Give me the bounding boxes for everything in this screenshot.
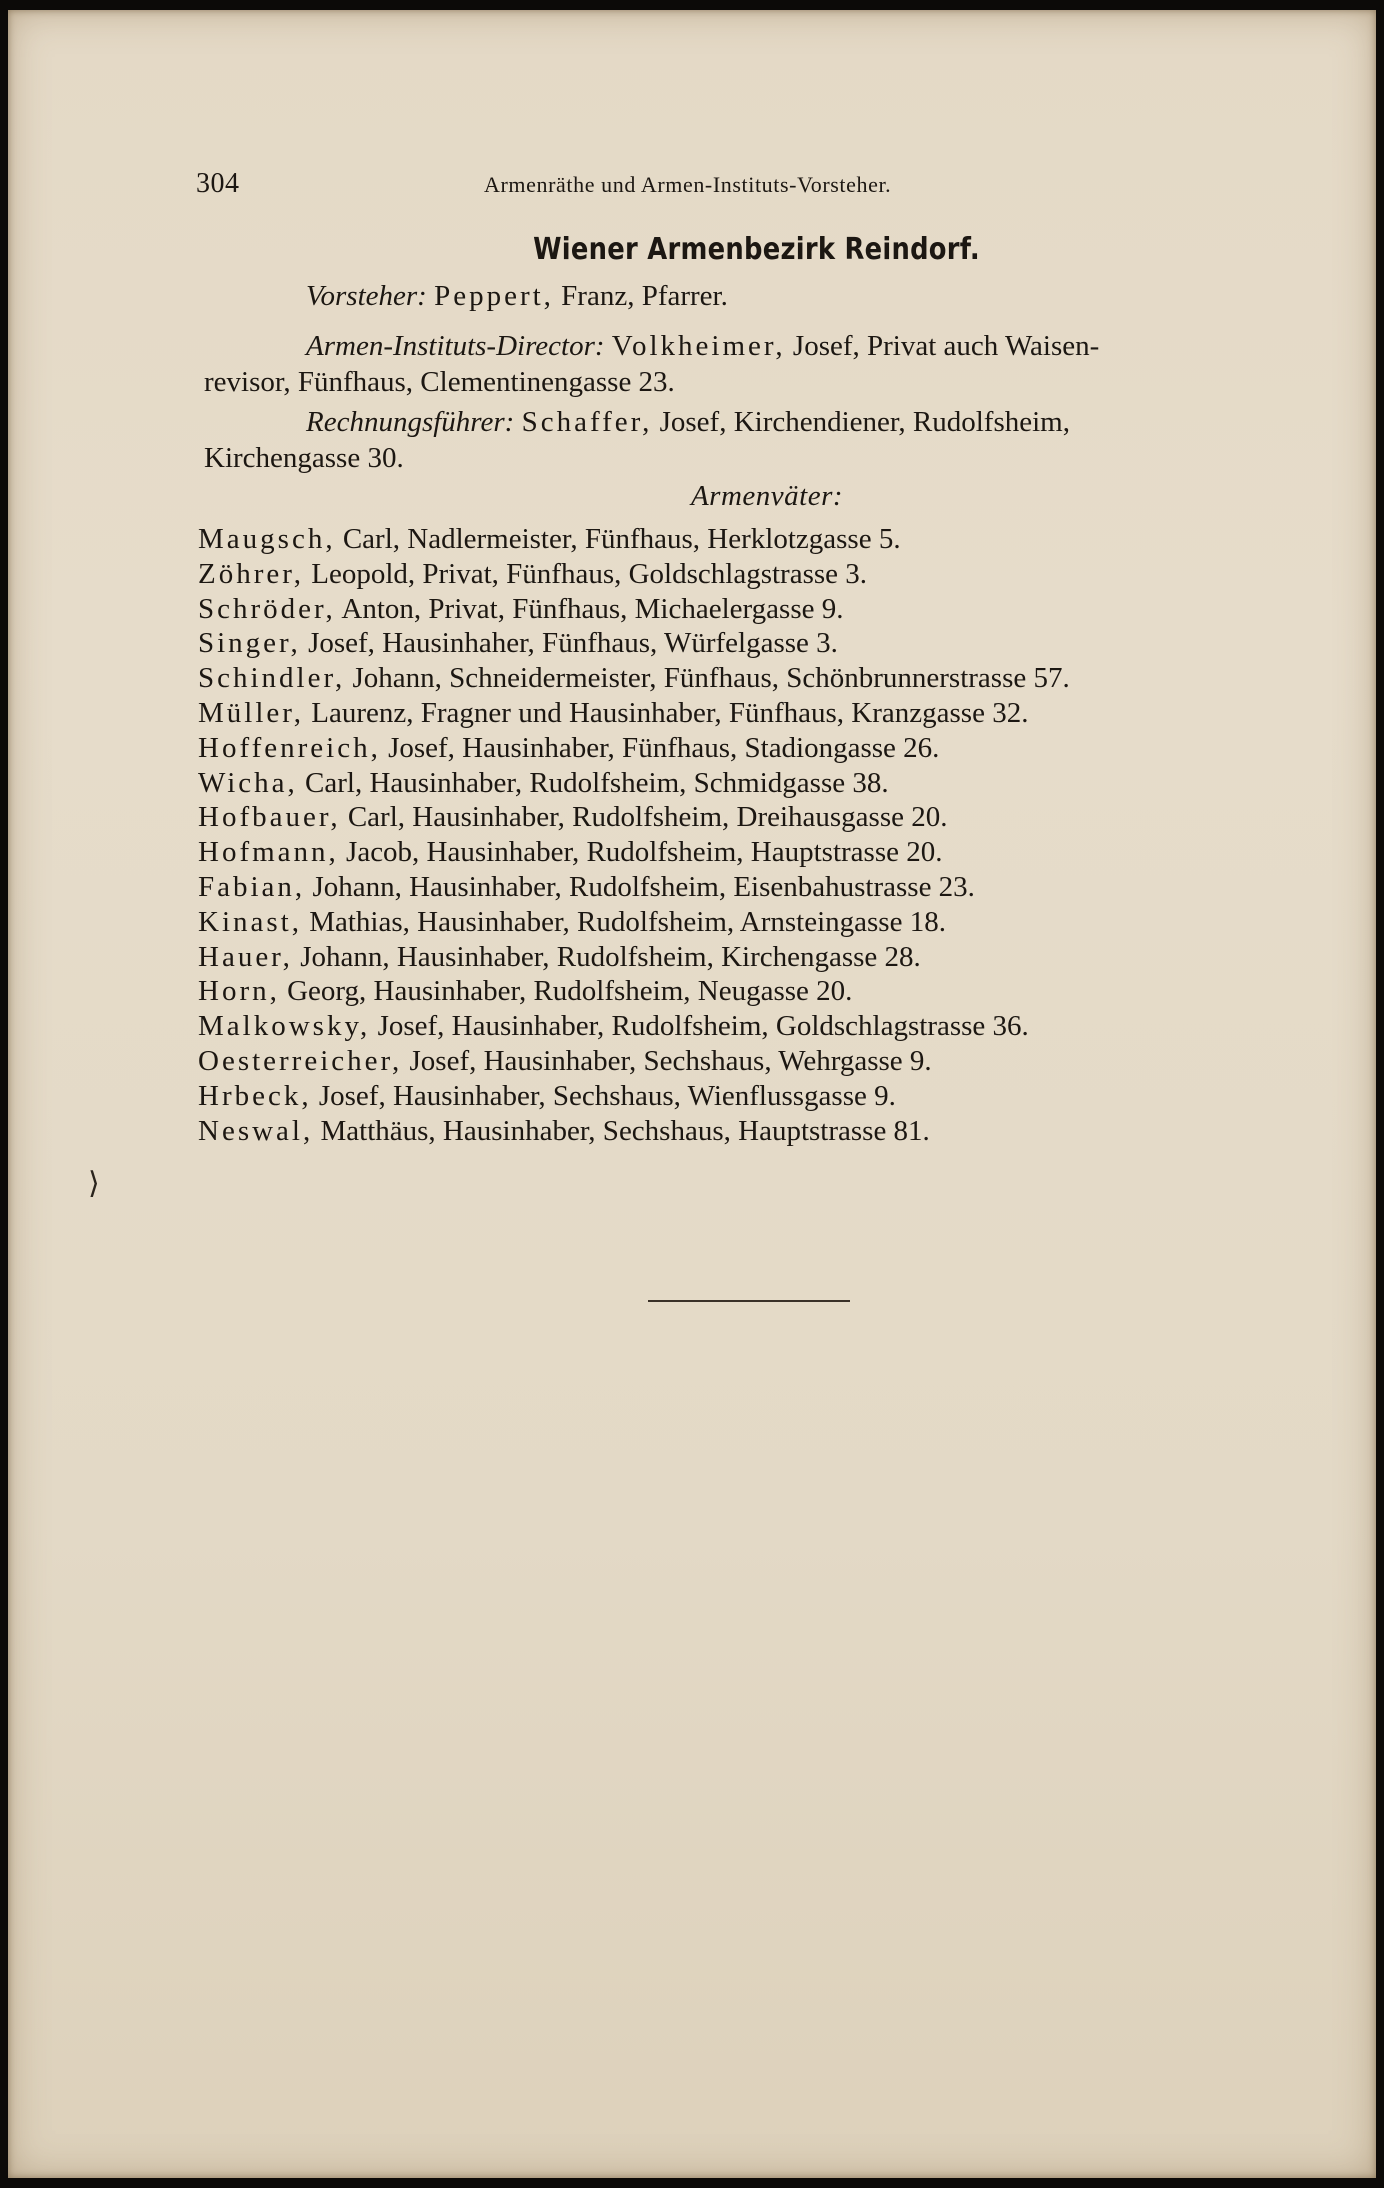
member-details: Mathias, Hausinhaber, Rudolfsheim, Arnsteingasse 18.: [301, 905, 946, 938]
member-details: Josef, Hausinhaber, Sechshaus, Wehrgasse 9.: [402, 1044, 932, 1077]
list-item: [198, 766, 1348, 801]
list-item: [198, 1079, 1348, 1114]
list-item: [198, 974, 1348, 1009]
member-name: Schindler,: [198, 662, 346, 695]
running-title: Armenräthe und Armen-Instituts-Vorsteher.: [484, 172, 892, 197]
list-item: [198, 1009, 1348, 1044]
rechnungsfuehrer-label: Rechnungsführer:: [306, 406, 515, 438]
member-name: Hauer,: [198, 940, 293, 973]
member-name: Neswal,: [198, 1114, 314, 1147]
member-name: Hoffenreich,: [198, 731, 381, 764]
member-name: Schröder,: [198, 592, 336, 625]
member-details: Leopold, Privat, Fünfhaus, Goldschlagstrasse 3.: [304, 557, 868, 590]
list-item: [198, 626, 1348, 661]
section-title: Wiener Armenbezirk Reindorf.: [533, 232, 980, 267]
vorsteher-entry: [306, 278, 728, 314]
rechnungsfuehrer-name: Schaffer,: [521, 406, 653, 438]
member-details: Johann, Hausinhaber, Rudolfsheim, Kirchengasse 28.: [292, 940, 921, 973]
director-entry: [204, 328, 1314, 400]
member-details: Georg, Hausinhaber, Rudolfsheim, Neugasse 20.: [279, 975, 853, 1008]
member-name: Zöhrer,: [198, 557, 304, 590]
armenvaeter-heading: Armenväter:: [690, 480, 844, 512]
armenvaeter-list: [198, 522, 1348, 1148]
list-item: [198, 1114, 1348, 1149]
member-details: Carl, Hausinhaber, Rudolfsheim, Schmidgasse 38.: [297, 766, 889, 799]
member-details: Jacob, Hausinhaber, Rudolfsheim, Hauptstrasse 20.: [338, 836, 943, 869]
list-item: [198, 835, 1348, 870]
margin-mark: ⟩: [88, 1167, 100, 1200]
list-item: [198, 870, 1348, 905]
list-item: [198, 731, 1348, 766]
rechnungsfuehrer-details-2: Kirchengasse 30.: [204, 442, 404, 474]
list-item: [198, 557, 1348, 592]
member-name: Oesterreicher,: [198, 1044, 403, 1077]
list-item: [198, 940, 1348, 975]
member-details: Josef, Hausinhaber, Rudolfsheim, Goldschlagstrasse 36.: [370, 1010, 1029, 1043]
list-item: [198, 661, 1348, 696]
member-details: Anton, Privat, Fünfhaus, Michaelergasse 9.: [335, 592, 844, 625]
member-name: Maugsch,: [198, 523, 336, 555]
member-details: Johann, Hausinhaber, Rudolfsheim, Eisenbahustrasse 23.: [305, 870, 975, 903]
member-name: Wicha,: [198, 766, 298, 799]
running-head: [196, 168, 1056, 204]
member-details: Carl, Nadlermeister, Fünfhaus, Herklotzgasse 5.: [335, 523, 901, 555]
rechnungsfuehrer-entry: [204, 404, 1314, 476]
director-details-1: Josef, Privat auch Waisen-: [785, 330, 1100, 362]
vorsteher-label: Vorsteher:: [306, 280, 427, 312]
member-name: Fabian,: [198, 870, 306, 903]
list-item: [198, 800, 1348, 835]
director-line-1: [204, 328, 1314, 364]
end-rule-divider: [648, 1300, 850, 1302]
list-item: [198, 696, 1348, 731]
vorsteher-name: Peppert,: [434, 280, 554, 312]
member-name: Horn,: [198, 975, 280, 1008]
book-page: [8, 10, 1376, 2178]
member-name: Hofbauer,: [198, 801, 341, 834]
list-item: [198, 522, 1348, 557]
member-details: Josef, Hausinhaber, Sechshaus, Wienflussgasse 9.: [311, 1079, 896, 1112]
member-details: Josef, Hausinhaher, Fünfhaus, Würfelgasse 3.: [300, 627, 838, 660]
member-details: Laurenz, Fragner und Hausinhaber, Fünfhaus, Kranzgasse 32.: [304, 696, 1029, 729]
member-name: Kinast,: [198, 905, 302, 938]
member-name: Malkowsky,: [198, 1010, 371, 1043]
member-details: Johann, Schneidermeister, Fünfhaus, Schönbrunnerstrasse 57.: [345, 662, 1070, 695]
director-label: Armen-Instituts-Director:: [306, 330, 605, 362]
member-name: Hofmann,: [198, 836, 339, 869]
member-name: Müller,: [198, 696, 305, 729]
rechnungsfuehrer-line-1: [204, 404, 1314, 440]
page-number: 304: [196, 168, 240, 199]
rechnungsfuehrer-details-1: Josef, Kirchendiener, Rudolfsheim,: [652, 406, 1070, 438]
member-details: Carl, Hausinhaber, Rudolfsheim, Dreihausgasse 20.: [340, 801, 948, 834]
member-details: Matthäus, Hausinhaber, Sechshaus, Hauptstrasse 81.: [313, 1114, 930, 1147]
member-name: Singer,: [198, 627, 301, 660]
vorsteher-details: Franz, Pfarrer.: [553, 280, 728, 312]
list-item: [198, 592, 1348, 627]
list-item: [198, 1044, 1348, 1079]
member-details: Josef, Hausinhaber, Fünfhaus, Stadiongasse 26.: [380, 731, 940, 764]
director-name: Volkheimer,: [611, 330, 786, 362]
member-name: Hrbeck,: [198, 1079, 312, 1112]
list-item: [198, 905, 1348, 940]
director-details-2: revisor, Fünfhaus, Clementinengasse 23.: [204, 366, 675, 398]
